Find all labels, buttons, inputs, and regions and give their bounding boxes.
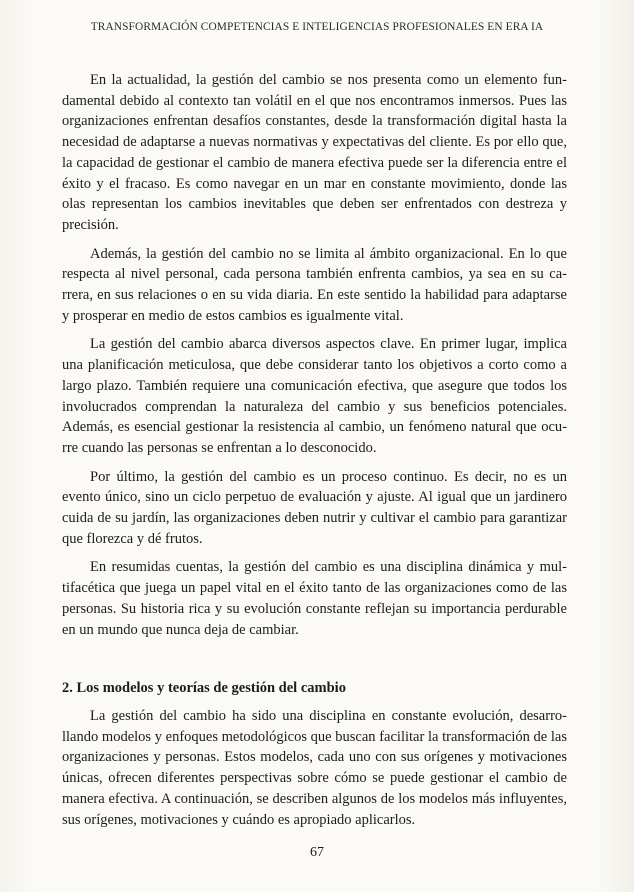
paragraph-3: La gestión del cambio abarca diversos aspectos clave. En primer lugar, implica una planificación meticulosa, que debe considerar tanto los objetivos a corto como a largo plazo. También requiere una comunicación efectiva, que asegure que todos los involucrados comprendan la naturaleza del cambio y sus beneficios potenciales. Además, es esencial gestionar la resistencia al cambio, un fenómeno natural que ocurre cuando las personas se enfrentan a lo desconocido. [62, 336, 567, 456]
page-number: 67 [310, 845, 324, 860]
running-header: TRANSFORMACIÓN COMPETENCIAS E INTELIGENCIAS PROFESIONALES EN ERA IA [90, 21, 544, 33]
paragraph-5: En resumidas cuentas, la gestión del cambio es una disciplina dinámica y multifacética que juega un papel vital en el éxito tanto de las organizaciones como de las personas. Su historia rica y su evolución constante reflejan su importancia perdurable en un mundo que nunca deja de cambiar. [62, 559, 567, 638]
section-paragraph: La gestión del cambio ha sido una disciplina en constante evolución, desarrollando modelos y enfoques metodológicos que buscan facilitar la transformación de las organizaciones y personas. Estos modelos, cada uno con sus orígenes y motivaciones únicas, ofrecen diferentes perspectivas sobre cómo se puede gestionar el cambio de manera efectiva. A continuación, se describen algunos de los modelos más influyentes, sus orígenes, motivaciones y cuándo es apropiado aplicarlos. [62, 708, 567, 828]
paragraph-2: Además, la gestión del cambio no se limita al ámbito organizacional. En lo que respecta al nivel personal, cada persona también enfrenta cambios, ya sea en su carrera, en sus relaciones o en su vida diaria. En este sentido la habilidad para adaptarse y prosperar en medio de estos cambios es igualmente vital. [62, 245, 567, 324]
section-heading: 2. Los modelos y teorías de gestión del cambio [62, 680, 346, 696]
paragraph-1: En la actualidad, la gestión del cambio se nos presenta como un elemento fundamental debido al contexto tan volátil en el que nos encontramos inmersos. Pues las organizaciones enfrentan desafíos constantes, desde la transformación digital hasta la necesidad de adaptarse a nuevas normativas y expectativas del cliente. Es por ello que, la capacidad de gestionar el cambio de manera efectiva puede ser la diferencia entre el éxito y el fracaso. Es como navegar en un mar en constante movimiento, donde las olas representan los cambios inevitables que deben ser enfrentados con destreza y precisión. [62, 72, 567, 233]
body-text [62, 70, 567, 648]
paragraph-4: Por último, la gestión del cambio es un proceso continuo. Es decir, no es un evento único, sino un ciclo perpetuo de evaluación y ajuste. Al igual que un jardinero cuida de su jardín, las organizaciones deben nutrir y cultivar el cambio para garantizar que florezca y dé frutos. [62, 468, 567, 547]
